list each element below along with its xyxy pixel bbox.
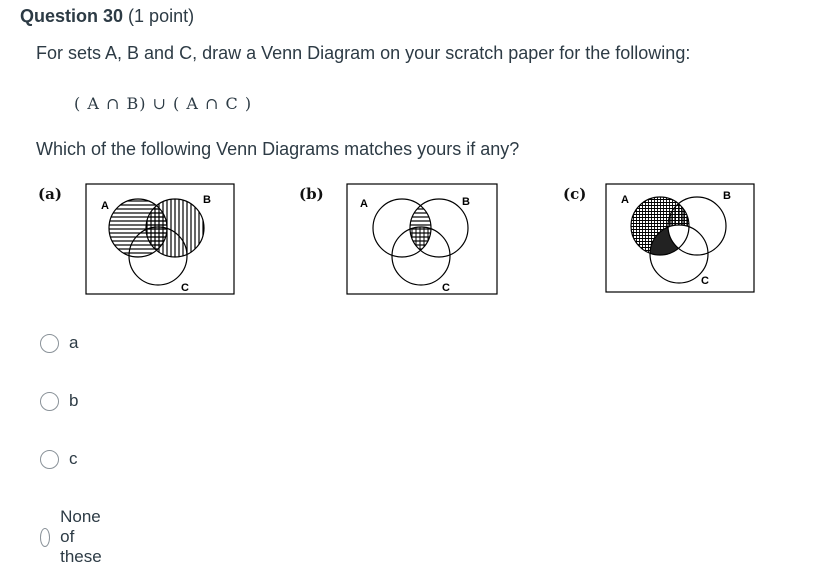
venn-a-label-c: C — [181, 282, 189, 294]
option-none-label: None of these — [60, 507, 102, 566]
question-header — [20, 6, 194, 27]
venn-c-label-a: A — [621, 194, 629, 206]
option-b-radio[interactable] — [40, 392, 59, 411]
venn-diagram-a — [85, 183, 235, 295]
venn-c-label-c: C — [701, 275, 709, 287]
diagram-b-tag: (b) — [299, 185, 324, 203]
option-c-radio[interactable] — [40, 450, 59, 469]
option-none[interactable] — [40, 507, 111, 567]
question-which: Which of the following Venn Diagrams matches yours if any? — [36, 139, 520, 159]
venn-diagram-b — [346, 183, 498, 295]
option-a-radio[interactable] — [40, 334, 59, 353]
option-a-label: a — [69, 333, 79, 352]
option-none-radio[interactable] — [40, 528, 50, 547]
venn-c-label-b: B — [723, 190, 731, 202]
option-b-label: b — [69, 391, 79, 410]
option-a[interactable] — [40, 333, 78, 353]
venn-a-label-b: B — [203, 194, 211, 206]
venn-diagram-c — [605, 183, 755, 293]
question-prompt: For sets A, B and C, draw a Venn Diagram on your scratch paper for the following: — [36, 43, 691, 63]
question-title: Question 30 — [20, 6, 124, 26]
venn-b-label-b: B — [462, 196, 470, 208]
venn-a-label-a: A — [101, 200, 109, 212]
set-expression: ( A ∩ B) ∪ ( A ∩ C ) — [74, 94, 253, 113]
option-b[interactable] — [40, 391, 78, 411]
question-points: (1 point) — [128, 6, 195, 26]
diagram-a-tag: (a) — [38, 185, 62, 203]
option-c[interactable] — [40, 449, 78, 469]
option-c-label: c — [69, 449, 78, 468]
venn-b-label-a: A — [360, 198, 368, 210]
diagram-c-tag: (c) — [563, 185, 587, 203]
venn-b-label-c: C — [442, 282, 450, 294]
